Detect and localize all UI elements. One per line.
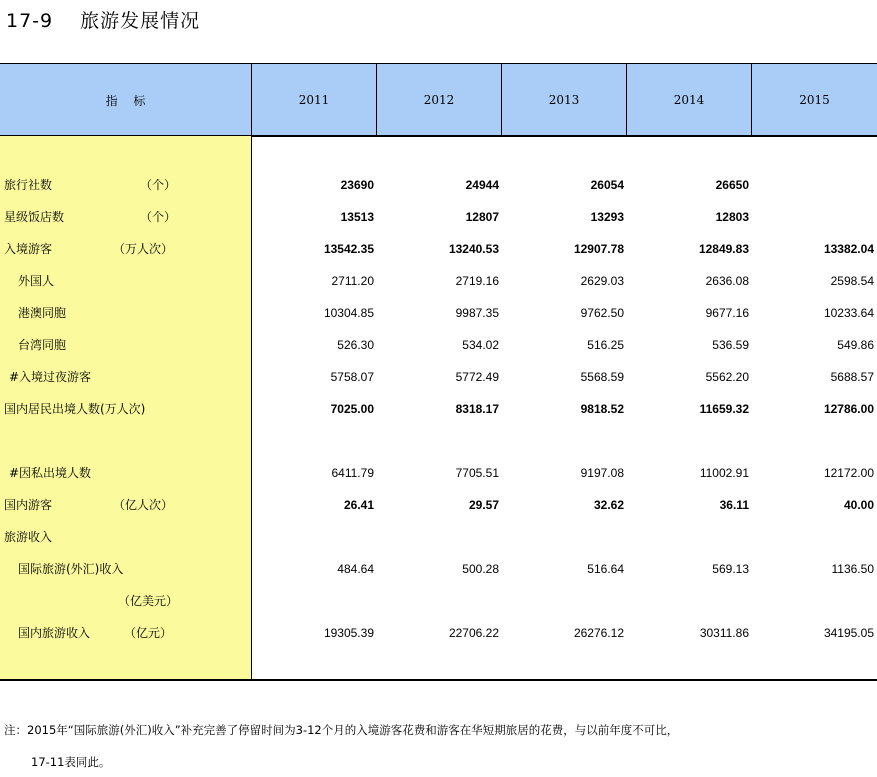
header-year-2012: 2012: [423, 93, 455, 107]
table-cell-2011: 10304.85: [323, 306, 374, 320]
table-row: [0, 233, 877, 265]
row-label: 入境游客: [4, 242, 53, 256]
header-divider: [626, 64, 627, 136]
table-cell-2011: 23690: [340, 178, 374, 192]
table-cell-2011: 526.30: [337, 338, 374, 352]
row-label: #因私出境人数: [9, 466, 92, 480]
table-cell-2015: 12786.00: [823, 402, 874, 416]
table-cell-2013: [514, 521, 624, 553]
table-cell-2012: 5772.49: [455, 370, 499, 384]
page-title: [6, 6, 200, 33]
row-label: 国内居民出境人数(万人次): [4, 402, 146, 416]
row-label: 外国人: [18, 274, 55, 288]
table-cell-2015: [764, 585, 874, 617]
table-cell-2015: 1136.50: [831, 562, 874, 576]
table-cell-2014: 30311.86: [699, 626, 749, 640]
table-row: [0, 617, 877, 649]
table-cell-2012: 7705.51: [455, 466, 499, 480]
table-cell-2013: 516.25: [587, 338, 624, 352]
table-cell-2012: 29.57: [468, 498, 499, 512]
table-cell-2014: 12803: [715, 210, 749, 224]
table-number: 17-9: [6, 10, 54, 32]
row-label: 台湾同胞: [18, 338, 67, 352]
table-cell-2014: [639, 521, 749, 553]
table-row: [0, 201, 877, 233]
table-title: 旅游发展情况: [80, 10, 201, 32]
table-cell-2015: 2598.54: [830, 274, 874, 288]
table-cell-2011: 5758.07: [330, 370, 374, 384]
table-cell-2015: 12172.00: [823, 466, 874, 480]
header-year-2011: 2011: [298, 93, 330, 107]
table-cell-2011: 6411.79: [331, 466, 374, 480]
row-label: 星级饭店数: [4, 210, 65, 224]
row-label: 港澳同胞: [18, 306, 67, 320]
table-cell-2011: 2711.20: [331, 274, 374, 288]
footnote-line-1: 注：2015年“国际旅游(外汇)收入”补充完善了停留时间为3-12个月的入境游客花费和游客在华短期旅居的花费，与以前年度不可比，: [4, 723, 679, 737]
header-indicator: 指 标: [105, 93, 146, 108]
table-cell-2013: 9762.50: [580, 306, 624, 320]
table-cell-2013: 12907.78: [573, 242, 624, 256]
table-cell-2015: 40.00: [843, 498, 874, 512]
footnote-line-2: 17-11表同此。: [31, 755, 111, 769]
row-label: 旅行社数: [4, 178, 53, 192]
row-unit: （个）: [140, 210, 177, 224]
table-cell-2013: 9818.52: [580, 402, 624, 416]
table-row: [0, 393, 877, 425]
table-cell-2014: [639, 585, 749, 617]
table-row: [0, 361, 877, 393]
table-cell-2011: 26.41: [343, 498, 374, 512]
table-cell-2014: 11659.32: [699, 402, 749, 416]
row-unit: （亿元）: [124, 626, 173, 640]
table-cell-2012: 2719.16: [455, 274, 499, 288]
table-cell-2012: [389, 585, 499, 617]
row-unit: （个）: [140, 178, 177, 192]
table-cell-2014: 12849.83: [698, 242, 749, 256]
table-cell-2015: 549.86: [837, 338, 874, 352]
table-cell-2012: 22706.22: [448, 626, 499, 640]
header-year-2015: 2015: [799, 93, 830, 107]
table-row: [0, 489, 877, 521]
table-cell-2012: 12807: [465, 210, 499, 224]
table-cell-2011: 484.64: [337, 562, 374, 576]
row-unit: （亿美元）: [118, 594, 179, 608]
row-unit: （亿人次）: [113, 498, 174, 512]
table-cell-2014: 2636.08: [705, 274, 749, 288]
table-cell-2014: 26650: [715, 178, 749, 192]
table-cell-2013: 5568.59: [580, 370, 624, 384]
table-cell-2015: 13382.04: [823, 242, 874, 256]
row-label: 国内旅游收入: [18, 626, 91, 640]
table-row: [0, 521, 877, 553]
table-cell-2014: 11002.91: [699, 466, 749, 480]
table-cell-2012: 500.28: [462, 562, 499, 576]
table-cell-2014: 5562.20: [705, 370, 749, 384]
header-divider: [376, 64, 377, 136]
table-row: [0, 329, 877, 361]
table-cell-2013: 2629.03: [580, 274, 624, 288]
row-unit: （万人次）: [113, 242, 174, 256]
header-divider: [251, 64, 252, 136]
table-cell-2011: [264, 521, 374, 553]
table-cell-2012: 534.02: [462, 338, 499, 352]
row-label: 旅游收入: [4, 530, 53, 544]
table-cell-2011: 13542.35: [323, 242, 374, 256]
header-divider: [501, 64, 502, 136]
row-label: 国际旅游(外汇)收入: [18, 562, 124, 576]
table-cell-2011: 13513: [340, 210, 374, 224]
row-label: #入境过夜游客: [9, 370, 92, 384]
header-year-2013: 2013: [548, 93, 580, 107]
table-cell-2012: [389, 521, 499, 553]
table-cell-2012: 24944: [465, 178, 499, 192]
table-cell-2015: [764, 521, 874, 553]
table-cell-2012: 8318.17: [455, 402, 499, 416]
row-label: 国内游客: [4, 498, 53, 512]
table-cell-2014: 569.13: [712, 562, 749, 576]
table-row: [0, 553, 877, 585]
table-cell-2014: 9677.16: [705, 306, 749, 320]
table-row: [0, 169, 877, 201]
table-cell-2013: 9197.08: [580, 466, 624, 480]
table-cell-2012: 13240.53: [448, 242, 499, 256]
table-cell-2015: 34195.05: [823, 626, 874, 640]
table-cell-2012: 9987.35: [455, 306, 499, 320]
table-cell-2015: [764, 169, 874, 201]
table-cell-2015: 5688.57: [830, 370, 874, 384]
table-cell-2013: 32.62: [593, 498, 624, 512]
table-cell-2015: [764, 201, 874, 233]
table-row: [0, 585, 877, 617]
table-row: [0, 265, 877, 297]
header-year-2014: 2014: [673, 93, 705, 107]
bottom-rule: [0, 679, 877, 681]
table-cell-2013: 26276.12: [573, 626, 624, 640]
table-cell-2013: [514, 585, 624, 617]
header-divider: [751, 64, 752, 136]
table-cell-2011: 19305.39: [323, 626, 374, 640]
table-cell-2013: 516.64: [587, 562, 624, 576]
table-cell-2014: 36.11: [719, 498, 749, 512]
table-cell-2013: 13293: [590, 210, 624, 224]
table-cell-2014: 536.59: [712, 338, 749, 352]
table-cell-2013: 26054: [590, 178, 624, 192]
table-cell-2011: [264, 585, 374, 617]
table-row: [0, 457, 877, 489]
table-cell-2011: 7025.00: [330, 402, 374, 416]
table-row: [0, 297, 877, 329]
table-cell-2015: 10233.64: [823, 306, 874, 320]
